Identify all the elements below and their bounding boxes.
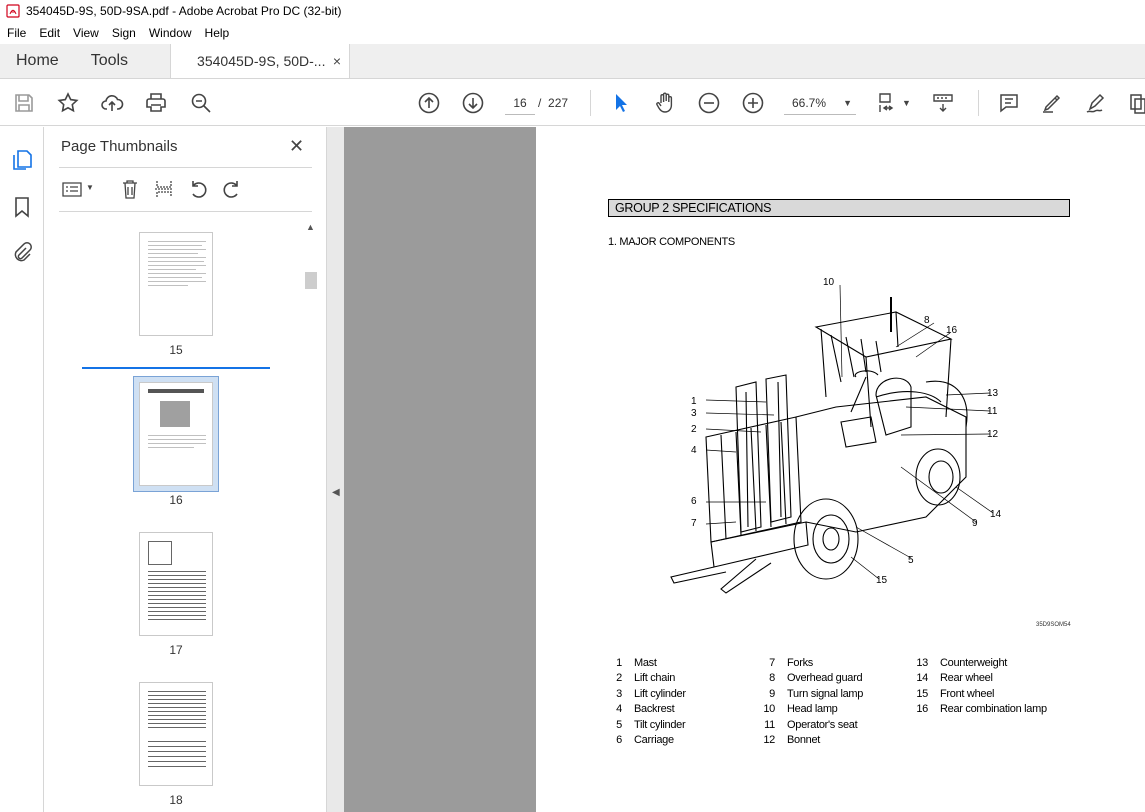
forklift-illustration [666,277,1016,597]
document-viewer[interactable] [344,127,1145,812]
zoom-value: 66.7% [792,96,827,110]
menu-window[interactable]: Window [148,26,192,40]
list-item: 12 Bonnet [763,733,821,746]
thumbnail-page[interactable] [139,232,213,336]
select-cursor-icon[interactable] [609,91,633,115]
collapse-arrow-icon: ◀ [332,487,340,498]
hand-tool-icon[interactable] [653,91,677,115]
bookmarks-icon[interactable] [10,195,34,219]
close-icon[interactable]: ✕ [289,136,305,156]
page-thumbnails-icon[interactable] [10,148,34,172]
list-item: 10 Head lamp [763,703,838,716]
divider [59,211,312,212]
callout-label: 16 [946,325,958,336]
callout-label: 5 [908,555,914,566]
menu-view[interactable]: View [73,26,99,40]
callout-label: 12 [987,429,999,440]
list-item: 5 Tilt cylinder [616,718,686,731]
thumbnail-list [45,222,305,812]
window-title: 354045D-9S, 50D-9SA.pdf - Adobe Acrobat Pro DC (32-bit) [26,4,342,18]
zoom-in-icon[interactable] [741,91,765,115]
upload-cloud-icon[interactable] [100,91,124,115]
toolbar-divider [590,90,591,116]
panel-collapse-handle[interactable] [326,127,344,812]
thumbnail-page[interactable] [139,532,213,636]
list-item: 6 Carriage [616,733,674,746]
thumbnail-label: 18 [169,793,183,807]
menu-sign[interactable]: Sign [111,26,136,40]
thumbnail-label: 17 [169,643,183,657]
scroll-up-icon[interactable]: ▲ [306,222,315,232]
thumbnail-scrollbar[interactable] [304,220,318,812]
options-menu-icon[interactable] [61,178,83,200]
page-total: 227 [548,96,569,110]
drop-indicator [82,367,270,369]
document-tab-label: 354045D-9S, 50D-... [197,53,326,69]
tab-tools[interactable]: Tools [90,52,129,69]
tab-document[interactable] [170,44,350,78]
callout-label: 9 [972,518,978,529]
callout-label: 1 [691,396,697,407]
panel-toolbar [59,177,312,203]
options-chevron-icon[interactable]: ▼ [86,183,94,192]
menu-edit[interactable]: Edit [39,26,61,40]
delete-icon[interactable] [119,178,141,200]
bookmark-star-icon[interactable] [56,91,80,115]
page-separator: / [538,96,542,110]
panel-title: Page Thumbnails [61,138,178,155]
zoom-select[interactable] [784,91,856,115]
scroll-mode-icon[interactable] [931,91,955,115]
list-item: 15 Front wheel [916,687,995,700]
next-page-icon[interactable] [461,91,485,115]
callout-label: 11 [987,406,998,417]
attachments-icon[interactable] [10,241,34,265]
thumbnail-page[interactable] [139,682,213,786]
list-item: 4 Backrest [616,703,675,716]
list-item: 13 Counterweight [916,657,1008,669]
tab-home[interactable]: Home [16,52,59,69]
rotate-clockwise-icon[interactable] [221,178,243,200]
thumbnail-label: 15 [169,343,183,357]
scrollbar-thumb[interactable] [305,272,317,289]
menu-help[interactable]: Help [204,26,230,40]
callout-label: 8 [924,315,930,326]
menu-bar [0,22,1145,44]
component-list-col2 [753,657,863,749]
save-icon[interactable] [12,91,36,115]
callout-label: 3 [691,408,697,419]
page-fit-chevron-icon[interactable]: ▼ [902,98,911,108]
thumbnail-label: 16 [169,493,183,507]
callout-label: 10 [823,277,835,288]
list-item: 7 Forks [769,657,814,669]
callout-label: 6 [691,496,697,507]
acrobat-pdf-icon [6,4,20,18]
close-tab-icon[interactable]: × [332,53,342,69]
toolbar-divider [978,90,979,116]
menu-file[interactable]: File [7,26,27,40]
callout-label: 13 [987,388,999,399]
zoom-out-icon[interactable] [697,91,721,115]
rotate-counterclockwise-icon[interactable] [187,178,209,200]
left-nav-rail [0,127,44,812]
more-tools-icon[interactable] [1125,91,1145,115]
thumbnail-panel [45,127,326,812]
callout-label: 14 [990,509,1002,520]
list-item: 9 Turn signal lamp [769,687,864,700]
page-number-input[interactable]: 16 [505,91,535,115]
sign-icon[interactable] [1084,91,1108,115]
divider [59,167,312,168]
page-count [538,91,568,115]
list-item: 14 Rear wheel [916,672,993,685]
list-item: 2 Lift chain [616,672,676,685]
callout-label: 7 [691,518,697,529]
callout-label: 4 [691,445,697,456]
list-item: 8 Overhead guard [769,672,863,685]
extract-pages-icon[interactable] [153,178,175,200]
search-icon[interactable] [189,91,213,115]
previous-page-icon[interactable] [417,91,441,115]
callout-label: 15 [876,575,888,586]
highlight-pen-icon[interactable] [1040,91,1064,115]
print-icon[interactable] [144,91,168,115]
chevron-down-icon: ▼ [843,98,852,108]
component-list-col3 [906,657,1047,719]
comment-icon[interactable] [997,91,1021,115]
main-toolbar [0,80,1145,126]
list-item: 3 Lift cylinder [616,687,686,700]
list-item: 1 Mast [616,657,657,669]
pdf-page [536,127,1145,812]
callout-label: 2 [691,424,697,435]
list-item: 11 Operator's seat [764,718,858,731]
figure-code: 35D9SOM54 [1036,622,1071,628]
tab-bar [0,44,1145,79]
page-fit-icon[interactable] [876,91,900,115]
section-heading: 1. MAJOR COMPONENTS [608,236,735,248]
group-heading: GROUP 2 SPECIFICATIONS [608,199,1070,217]
title-bar [0,0,1145,22]
list-item: 16 Rear combination lamp [916,703,1047,716]
thumbnail-page-selected[interactable] [139,382,213,486]
component-list-col1 [600,657,686,749]
